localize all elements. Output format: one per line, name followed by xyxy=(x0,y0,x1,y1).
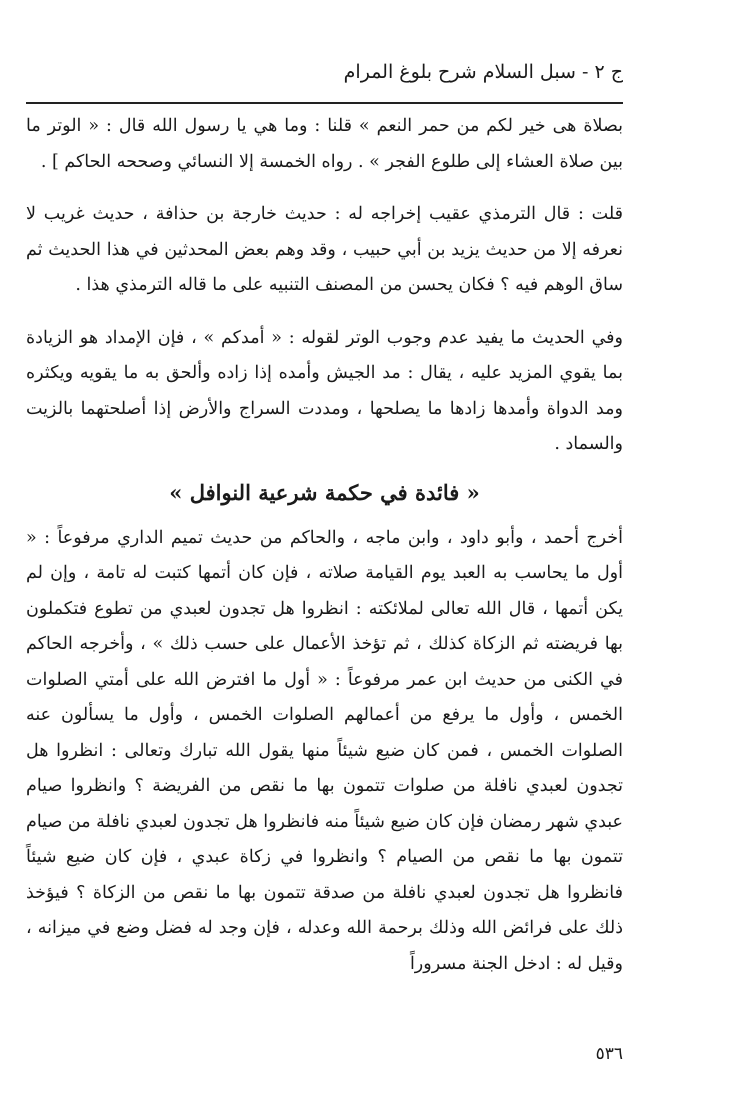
page-body xyxy=(26,109,623,982)
paragraph-witr-ruling: وفي الحديث ما يفيد عدم وجوب الوتر لقوله : « أمدكم » ، فإن الإمداد هو الزيادة بما يقوي المزيد عليه ، يقال : مد الجيش وأمده إذا زاده وألحق به ما يقويه ويكثره ومد الدواة وأمدها زادها ما يصلحها ، ومددت السراج والأرض إذا أصلحتهما بالزيت والسماد . xyxy=(26,327,623,454)
section-heading: « فائدة في حكمة شرعية النوافل » xyxy=(169,479,480,505)
paragraph-hadith-end: بصلاة هى خير لكم من حمر النعم » قلنا : وما هي يا رسول الله قال : « الوتر ما بين صلاة العشاء إلى طلوع الفجر » . رواه الخمسة إلا النسائي وصححه الحاكم ] . xyxy=(26,116,623,172)
running-header: ج ٢ - سبل السلام شرح بلوغ المرام xyxy=(343,61,623,83)
page-number: ٥٣٦ xyxy=(595,1044,623,1064)
header-divider xyxy=(26,102,623,104)
paragraph-nawafil: أخرج أحمد ، وأبو داود ، وابن ماجه ، والحاكم من حديث تميم الداري مرفوعاً : « أول ما يحاسب به العبد يوم القيامة صلاته ، فإن كان أتمها كتبت له تامة ، وإن لم يكن أتمها ، قال الله تعالى لملائكته : انظروا هل تجدون لعبدي من تطوع فتكملون بها فريضته ثم الزكاة كذلك ، ثم تؤخذ الأعمال على حسب ذلك » ، وأخرجه الحاكم في الكنى من حديث ابن عمر مرفوعاً : « أول ما افترض الله على أمتي الصلوات الخمس ، وأول ما يرفع من أعمالهم الصلوات الخمس ، وأول ما يسألون عنه الصلوات الخمس ، فمن كان ضيع شيئاً منها يقول الله تبارك وتعالى : انظروا هل تجدون لعبدي نافلة من صلوات تتمون بها ما نقص من الفريضة ؟ وانظروا صيام عبدي شهر رمضان فإن كان ضيع شيئاً منه فانظروا هل تجدون لعبدي نافلة من صيام تتمون بها ما نقص من الصيام ؟ وانظروا في زكاة عبدي ، فإن كان ضيع شيئاً فانظروا هل تجدون لعبدي نافلة من صدقة تتمون بها ما نقص من الزكاة ؟ فيؤخذ ذلك على فرائض الله وذلك برحمة الله وعدله ، فإن وجد له فضل وضع في ميزانه ، وقيل له : ادخل الجنة مسروراً xyxy=(26,527,623,974)
paragraph-tirmidhi-note: قلت : قال الترمذي عقيب إخراجه له : حديث خارجة بن حذافة ، حديث غريب لا نعرفه إلا من حديث يزيد بن أبي حبيب ، وقد وهم بعض المحدثين في هذا الحديث ثم ساق الوهم فيه ؟ فكان يحسن من المصنف التنبيه على ما قاله الترمذي هذا . xyxy=(26,204,623,295)
